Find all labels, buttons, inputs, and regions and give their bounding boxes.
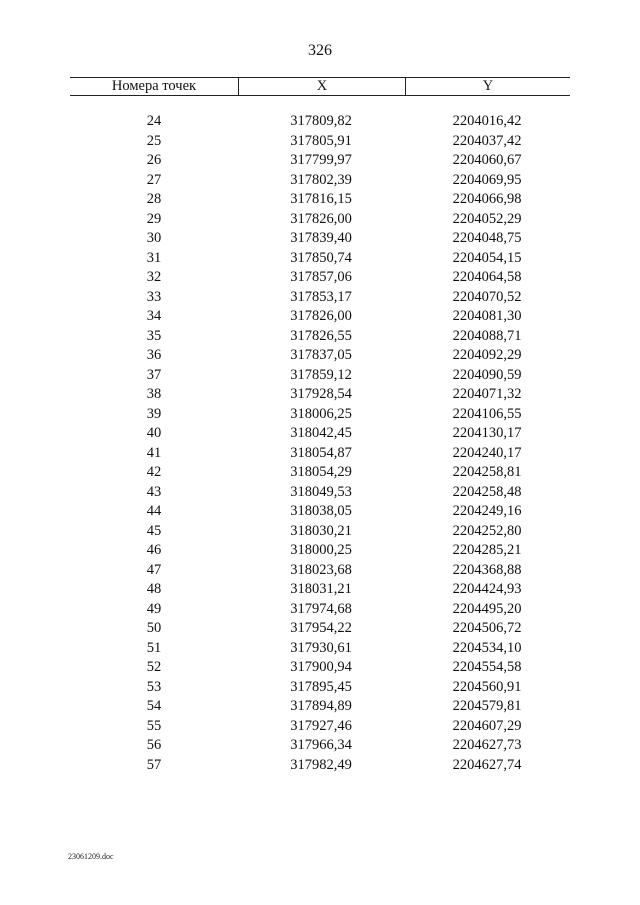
y-coordinate: 2204037,42 [452, 132, 522, 149]
y-coordinate: 2204088,71 [452, 327, 522, 344]
coordinates-table-body [70, 112, 570, 775]
x-coordinate: 317850,74 [290, 249, 352, 266]
header-y: Y [482, 78, 494, 94]
y-coordinate: 2204130,17 [452, 425, 522, 441]
table-row [70, 561, 570, 581]
y-coordinate: 2204071,32 [452, 386, 522, 402]
y-coordinate: 2204249,16 [452, 503, 522, 519]
x-coordinate: 317966,34 [290, 737, 352, 753]
table-row [70, 405, 570, 425]
x-coordinate: 317928,54 [290, 386, 352, 402]
table-row [70, 112, 570, 132]
point-number: 54 [146, 698, 162, 714]
table-row [70, 132, 570, 152]
point-number: 47 [146, 561, 162, 578]
point-number: 43 [146, 483, 162, 500]
table-row [70, 502, 570, 522]
x-coordinate: 317816,15 [290, 191, 352, 207]
y-coordinate: 2204240,17 [452, 444, 522, 461]
point-number: 37 [146, 366, 162, 383]
table-row [70, 580, 570, 600]
x-coordinate: 318000,25 [290, 542, 352, 558]
point-number: 52 [146, 659, 162, 675]
table-row [70, 717, 570, 737]
x-coordinate: 318042,45 [290, 425, 352, 441]
point-number: 35 [146, 327, 162, 344]
x-coordinate: 317837,05 [290, 347, 352, 363]
y-coordinate: 2204579,81 [452, 698, 522, 714]
table-row [70, 756, 570, 776]
point-number: 36 [146, 347, 162, 363]
point-number: 45 [146, 522, 162, 539]
x-coordinate: 317895,45 [290, 678, 352, 695]
x-coordinate: 317974,68 [290, 600, 352, 617]
y-coordinate: 2204285,21 [452, 542, 522, 558]
x-coordinate: 317799,97 [290, 152, 352, 168]
point-number: 34 [146, 308, 162, 324]
x-coordinate: 318054,29 [290, 464, 352, 480]
x-coordinate: 317857,06 [290, 269, 352, 285]
table-row [70, 424, 570, 444]
table-row [70, 327, 570, 347]
x-coordinate: 317802,39 [290, 171, 352, 188]
table-row [70, 288, 570, 308]
table-row [70, 736, 570, 756]
y-coordinate: 2204052,29 [452, 210, 522, 227]
table-row [70, 522, 570, 542]
point-number: 24 [146, 113, 162, 129]
point-number: 46 [146, 542, 162, 558]
x-coordinate: 317826,00 [290, 308, 352, 324]
x-coordinate: 317894,89 [290, 698, 352, 714]
point-number: 41 [146, 444, 162, 461]
y-coordinate: 2204066,98 [452, 191, 522, 207]
table-row [70, 619, 570, 639]
y-coordinate: 2204016,42 [452, 113, 522, 129]
table-row [70, 346, 570, 366]
table-row [70, 229, 570, 249]
y-coordinate: 2204064,58 [452, 269, 522, 285]
point-number: 26 [146, 152, 162, 168]
x-coordinate: 318006,25 [290, 405, 352, 422]
y-coordinate: 2204627,73 [452, 737, 522, 753]
point-number: 51 [146, 639, 162, 656]
y-coordinate: 2204070,52 [452, 288, 522, 305]
y-coordinate: 2204560,91 [452, 678, 522, 695]
y-coordinate: 2204069,95 [452, 171, 522, 188]
table-row [70, 600, 570, 620]
y-coordinate: 2204495,20 [452, 600, 522, 617]
table-row [70, 366, 570, 386]
table-row [70, 210, 570, 230]
x-coordinate: 317826,55 [290, 327, 352, 344]
table-row [70, 151, 570, 171]
table-row [70, 678, 570, 698]
point-number: 55 [146, 717, 162, 734]
footer-filename: 23061209.doc [68, 852, 114, 861]
header-point-number: Номера точек [70, 78, 239, 95]
x-coordinate: 317900,94 [290, 659, 352, 675]
x-coordinate: 318031,21 [290, 581, 352, 597]
point-number: 56 [146, 737, 162, 753]
y-coordinate: 2204252,80 [452, 522, 522, 539]
y-coordinate: 2204106,55 [452, 405, 522, 422]
point-number: 33 [146, 288, 162, 305]
x-coordinate: 317853,17 [290, 288, 352, 305]
x-coordinate: 317927,46 [290, 717, 352, 734]
y-coordinate: 2204554,58 [452, 659, 522, 675]
y-coordinate: 2204534,10 [452, 639, 522, 656]
y-coordinate: 2204090,59 [452, 366, 522, 383]
table-row [70, 171, 570, 191]
point-number: 44 [146, 503, 162, 519]
point-number: 29 [146, 210, 162, 227]
point-number: 30 [146, 230, 162, 246]
point-number: 38 [146, 386, 162, 402]
y-coordinate: 2204258,48 [452, 483, 522, 500]
point-number: 57 [146, 756, 162, 773]
y-coordinate: 2204506,72 [452, 620, 522, 636]
point-number: 50 [146, 620, 162, 636]
table-row [70, 307, 570, 327]
y-coordinate: 2204424,93 [452, 581, 522, 597]
y-coordinate: 2204607,29 [452, 717, 522, 734]
y-coordinate: 2204627,74 [452, 756, 522, 773]
x-coordinate: 317982,49 [290, 756, 352, 773]
x-coordinate: 318038,05 [290, 503, 352, 519]
x-coordinate: 317805,91 [290, 132, 352, 149]
x-coordinate: 318030,21 [290, 522, 352, 539]
y-coordinate: 2204368,88 [452, 561, 522, 578]
point-number: 28 [146, 191, 162, 207]
point-number: 25 [146, 132, 162, 149]
x-coordinate: 318023,68 [290, 561, 352, 578]
x-coordinate: 318049,53 [290, 483, 352, 500]
table-row [70, 385, 570, 405]
point-number: 48 [146, 581, 162, 597]
point-number: 27 [146, 171, 162, 188]
table-row [70, 639, 570, 659]
table-row [70, 249, 570, 269]
y-coordinate: 2204054,15 [452, 249, 522, 266]
y-coordinate: 2204081,30 [452, 308, 522, 324]
x-coordinate: 317859,12 [290, 366, 352, 383]
point-number: 53 [146, 678, 162, 695]
table-header [70, 77, 570, 96]
x-coordinate: 317826,00 [290, 210, 352, 227]
point-number: 39 [146, 405, 162, 422]
table-row [70, 463, 570, 483]
table-row [70, 444, 570, 464]
y-coordinate: 2204092,29 [452, 347, 522, 363]
table-row [70, 483, 570, 503]
x-coordinate: 318054,87 [290, 444, 352, 461]
table-row [70, 268, 570, 288]
table-row [70, 541, 570, 561]
page-number: 326 [308, 42, 332, 59]
point-number: 31 [146, 249, 162, 266]
point-number: 42 [146, 464, 162, 480]
y-coordinate: 2204060,67 [452, 152, 522, 168]
x-coordinate: 317954,22 [290, 620, 352, 636]
point-number: 32 [146, 269, 162, 285]
x-coordinate: 317809,82 [290, 113, 352, 129]
table-row [70, 658, 570, 678]
header-x: X [239, 78, 406, 95]
table-row [70, 697, 570, 717]
y-coordinate: 2204048,75 [452, 230, 522, 246]
point-number: 49 [146, 600, 162, 617]
y-coordinate: 2204258,81 [452, 464, 522, 480]
point-number: 40 [146, 425, 162, 441]
x-coordinate: 317839,40 [290, 230, 352, 246]
x-coordinate: 317930,61 [290, 639, 352, 656]
table-row [70, 190, 570, 210]
